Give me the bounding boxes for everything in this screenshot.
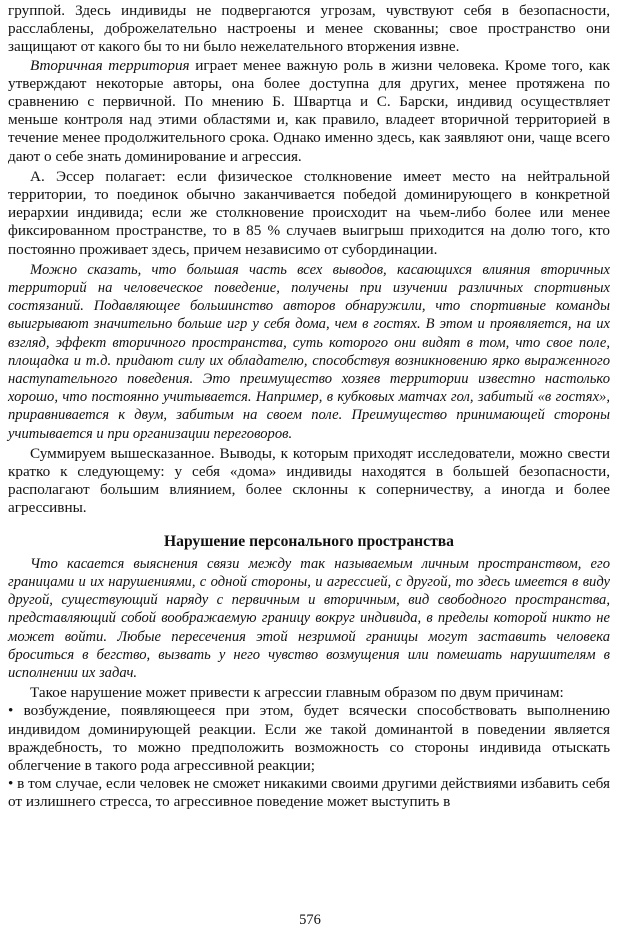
- paragraph-esser: А. Эссер полагает: если физическое столкновение имеет место на нейтральной территории, то поединок обычно заканчивается победой доминирующего в конкретной иерархии индивида; если же столкновение происходит на чьем-либо более или менее фиксированном пространстве, то в 85 % случаев выигрыш приходится на долю того, кто постоянно проживает здесь, причем независимо от субординации.: [8, 167, 610, 258]
- paragraph-sports-italic: Можно сказать, что большая часть всех выводов, касающихся влияния вторичных территорий на человеческое поведение, получены при изучении различных спортивных состязаний. Подавляющее большинство авторов обнаружили, что спортивные команды выигрывают значительно больше игр у себя дома, чем в гостях. В этом и проявляется, на их взгляд, эффект вторичного пространства, суть которого они видят в том, что свое поле, площадка и т.д. придают силу их обладателю, способствуя возникновению ярко выраженного наступательного поведения. Это преимущество хозяев территории известно настолько хорошо, что постоянно учитывается. Например, в кубковых матчах гол, забитый «в гостях», приравнивается к двум, забитым на своем поле. Преимущество принимающей стороны учитывается и при организации переговоров.: [8, 261, 610, 442]
- paragraph-continuation: группой. Здесь индивиды не подвергаются угрозам, чувствуют себя в безопасности, расслаблены, доброжелательно настроены и менее скованны; свое пространство они защищают от какого бы то ни было нежелательного вторжения извне.: [8, 2, 610, 56]
- term-secondary-territory: Вторичная территория: [30, 56, 190, 74]
- paragraph-personal-space-italic: Что касается выяснения связи между так называемым личным пространством, его границами и их нарушениями, с одной стороны, и агрессией, с другой, то здесь имеется в виду другой, существующий наряду с первичным и вторичным, вид свободного пространства, представляющий собой воображаемую границу вокруг индивида, в пределы которой никто не может войти. Любые пересечения этой незримой границы могут заставить человека броситься в бегство, вызвать у него чувство возмущения или помешать нарушителям в исполнении их задач.: [8, 555, 610, 681]
- section-heading: Нарушение персонального пространства: [164, 532, 454, 550]
- list-item: • в том случае, если человек не сможет никакими своими другими действиями избавить себя от излишнего стресса, то агрессивное поведение может выступить в: [8, 775, 610, 811]
- paragraph-two-reasons: Такое нарушение может привести к агрессии главным образом по двум причинам:: [30, 684, 564, 702]
- paragraph-secondary-territory-text: играет менее важную роль в жизни человека. Кроме того, как утверждают некоторые авторы, она более доступна для других, менее протяжена по сравнению с первичной. По мнению Б. Швартца и С. Барски, индивид осуществляет меньше контроля над этими областями и, как правило, владеет вторичной территорией в течение менее продолжительного срока. Однако именно здесь, как заявляют они, чаще всего дают о себе знать доминирование и агрессия.: [8, 56, 610, 165]
- paragraph-secondary-territory: [8, 57, 610, 166]
- list-item: • возбуждение, появляющееся при этом, будет всячески способствовать выполнению индивидом доминирующей реакции. Если же такой доминантой в поведении является враждебность, то можно предположить возможность со стороны индивида отыскать облегчение в такого рода агрессивной реакции;: [8, 702, 610, 774]
- page-number: 576: [299, 912, 321, 928]
- paragraph-summary: Суммируем вышесказанное. Выводы, к которым приходят исследователи, можно свести кратко к следующему: у себя «дома» индивиды находятся в большей безопасности, располагают большим влиянием, более склонны к соперничеству, а иногда и более агрессивны.: [8, 444, 610, 517]
